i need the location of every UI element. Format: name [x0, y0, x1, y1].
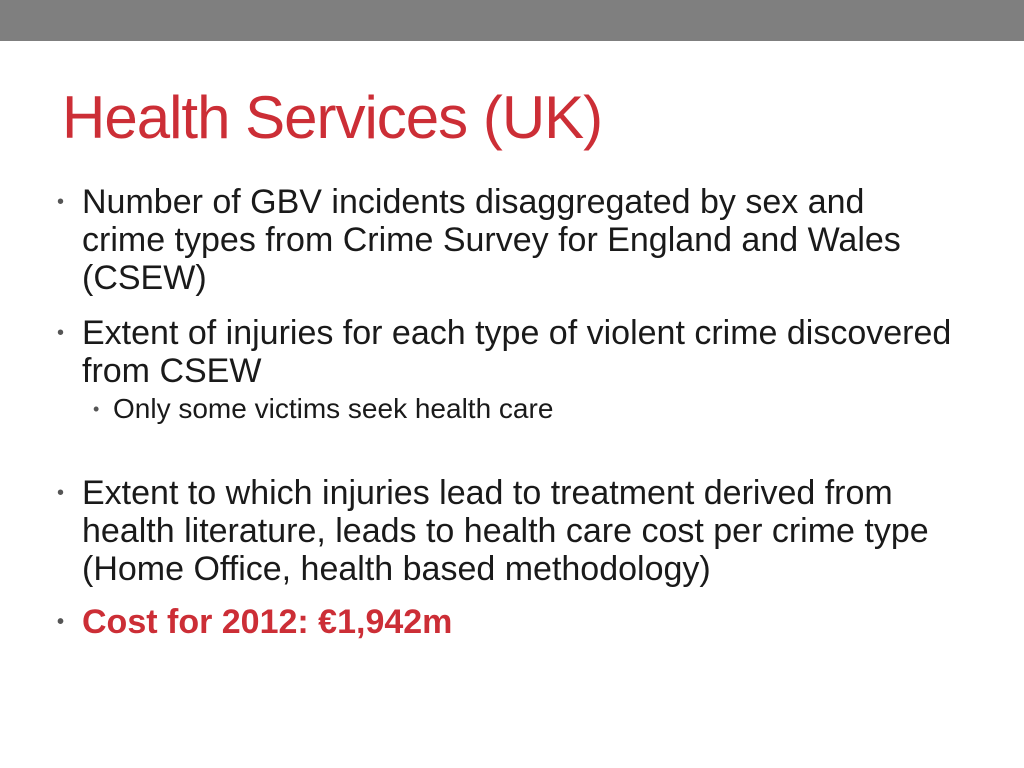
slide-content: [55, 183, 955, 641]
bullet-icon: •: [57, 191, 65, 213]
bullet-item: [55, 474, 955, 588]
slide-title: Health Services (UK): [62, 84, 603, 151]
bullet-item: [55, 183, 955, 297]
bullet-text: Number of GBV incidents disaggregated by sex and crime types from Crime Survey for England and Wales (CSEW): [82, 183, 901, 297]
bullet-item-highlight: [55, 603, 955, 641]
bullet-icon: •: [57, 482, 65, 504]
sub-bullet-text: Only some victims seek health care: [113, 393, 554, 424]
cost-highlight-text: Cost for 2012: €1,942m: [82, 603, 453, 641]
sub-bullet-icon: •: [93, 399, 100, 419]
bullet-item: [55, 314, 955, 390]
bullet-icon: •: [57, 322, 65, 344]
sub-bullet-item: [85, 392, 955, 426]
bullet-text: Extent of injuries for each type of violent crime discovered from CSEW: [82, 314, 952, 390]
top-bar: [0, 0, 1024, 41]
bullet-text: Extent to which injuries lead to treatment derived from health literature, leads to health care cost per crime type (Home Office, health based methodology): [82, 474, 929, 588]
bullet-icon: •: [57, 611, 65, 633]
